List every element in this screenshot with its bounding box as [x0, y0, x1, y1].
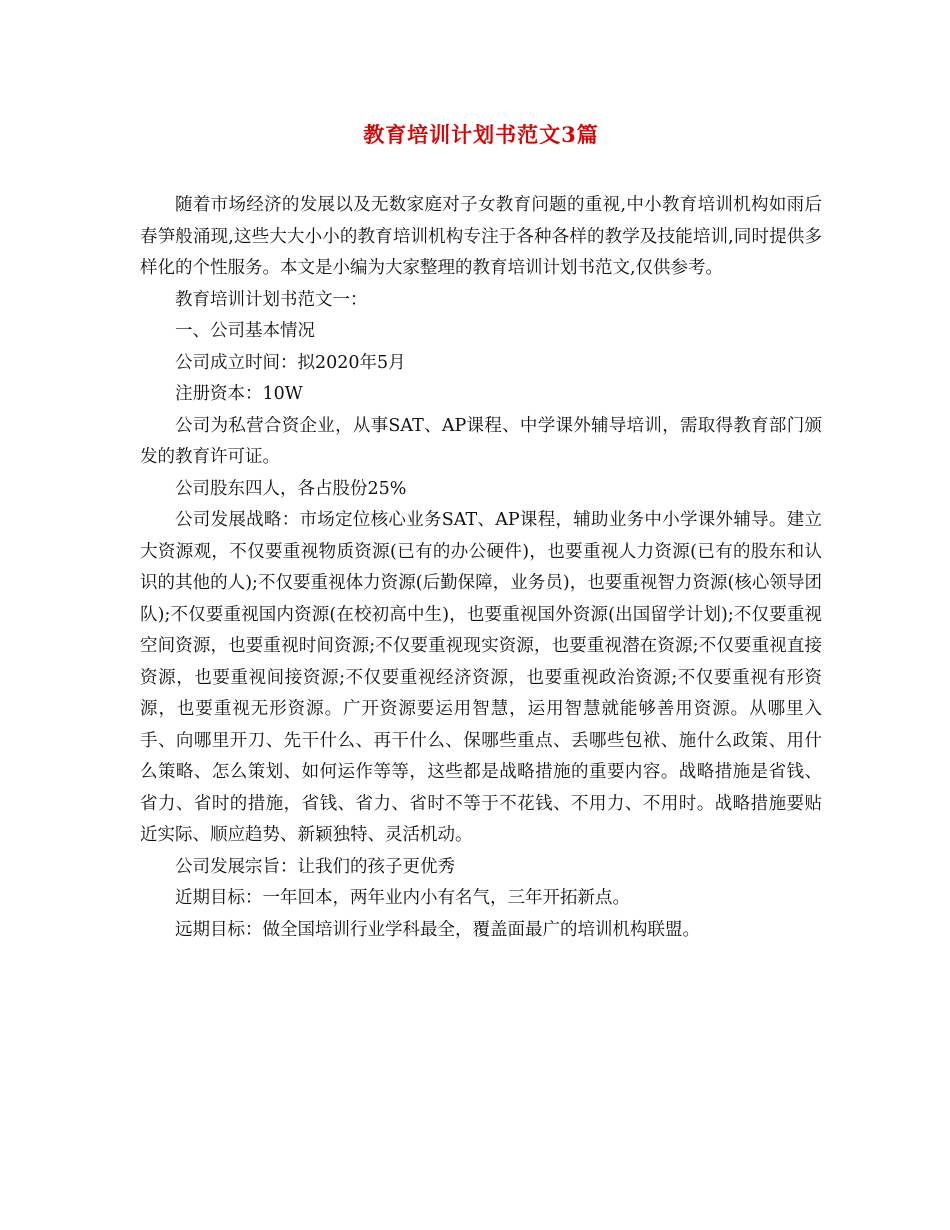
paragraph-strategy: 公司发展战略：市场定位核心业务SAT、AP课程，辅助业务中小学课外辅导。建立大资源观，不仅要重视物质资源(已有的办公硬件)，也要重视人力资源(已有的股东和认识的其他的人);不仅要重视体力资源(后勤保障，业务员)，也要重视智力资源(核心领导团队);不仅要重视国内资源(在校初高中生)，也要重视国外资源(出国留学计划);不仅要重视空间资源，也要重视时间资源;不仅要重视现实资源，也要重视潜在资源;不仅要重视直接资源，也要重视间接资源;不仅要重视经济资源，也要重视政治资源;不仅要重视有形资源，也要重视无形资源。广开资源要运用智慧，运用智慧就能够善用资源。从哪里入手、向哪里开刀、先干什么、再干什么、保哪些重点、丢哪些包袱、施什么政策、用什么策略、怎么策划、如何运作等等，这些都是战略措施的重要内容。战略措施是省钱、省力、省时的措施，省钱、省力、省时不等于不花钱、不用力、不用时。战略措施要贴近实际、顺应趋势、新颖独特、灵活机动。	[140, 510, 822, 845]
paragraph-long-term-goal: 远期目标：做全国培训行业学科最全，覆盖面最广的培训机构联盟。	[175, 919, 700, 940]
document-title: 教育培训计划书范文3篇	[363, 122, 599, 147]
paragraph-founding-date: 公司成立时间：拟2020年5月	[175, 352, 406, 373]
paragraph-intro: 随着市场经济的发展以及无数家庭对子女教育问题的重视,中小教育培训机构如雨后春笋般涌现,这些大大小小的教育培训机构专注于各种各样的教学及技能培训,同时提供多样化的个性服务。本文是小编为大家整理的教育培训计划书范文,仅供参考。	[140, 195, 822, 278]
paragraph-company-type: 公司为私营合资企业，从事SAT、AP课程、中学课外辅导培训，需取得教育部门颁发的教育许可证。	[140, 415, 822, 467]
paragraph-section-heading: 教育培训计划书范文一：	[175, 289, 368, 310]
paragraph-company-overview-heading: 一、公司基本情况	[175, 321, 315, 341]
paragraph-short-term-goal: 近期目标：一年回本，两年业内小有名气，三年开拓新点。	[175, 888, 630, 908]
paragraph-shareholders: 公司股东四人，各占股份25%	[175, 478, 407, 499]
paragraph-registered-capital: 注册资本：10W	[175, 384, 303, 404]
document-body	[140, 190, 822, 946]
paragraph-mission: 公司发展宗旨：让我们的孩子更优秀	[175, 856, 455, 877]
